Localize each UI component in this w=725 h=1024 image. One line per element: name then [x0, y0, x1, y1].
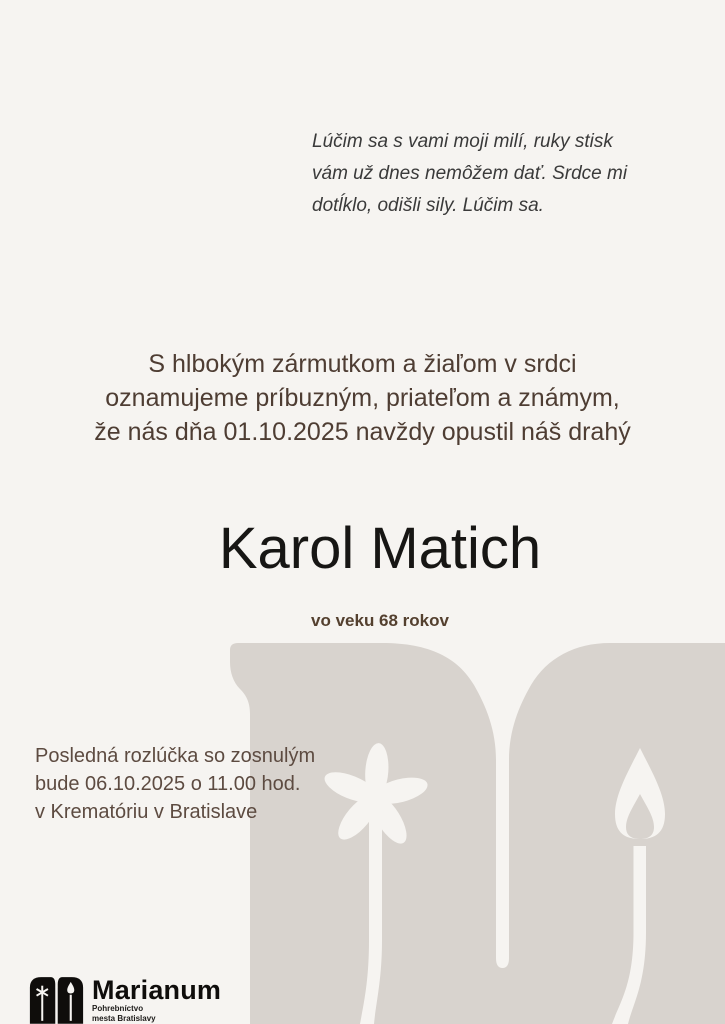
funeral-line: v Krematóriu v Bratislave — [35, 801, 258, 823]
age-line: vo veku 68 rokov — [311, 611, 449, 630]
farewell-verse — [312, 126, 642, 222]
marianum-logo-icon — [28, 974, 85, 1024]
announcement-text — [0, 347, 725, 449]
verse-line: Lúčim sa s vami moji milí, ruky stisk — [312, 131, 613, 152]
funeral-details — [35, 742, 365, 826]
marianum-logo — [28, 974, 221, 1024]
logo-wordmark: Marianum — [92, 975, 222, 1005]
logo-subtitle-line: Pohrebníctvo — [92, 1004, 144, 1013]
announcement-line: oznamujeme príbuzným, priateľom a známym, — [105, 384, 620, 412]
verse-line: dotĺklo, odišli sily. Lúčim sa. — [312, 195, 544, 216]
verse-line: vám už dnes nemôžem dať. Srdce mi — [312, 163, 628, 184]
deceased-name: Karol Matich — [218, 516, 542, 581]
marianum-m-watermark-icon — [0, 640, 725, 1024]
announcement-line: že nás dňa 01.10.2025 navždy opustil náš drahý — [94, 418, 631, 446]
funeral-line: Posledná rozlúčka so zosnulým — [35, 745, 316, 767]
logo-subtitle-line: mesta Bratislavy — [92, 1013, 156, 1023]
logo-text-block — [92, 974, 221, 1023]
funeral-line: bude 06.10.2025 o 11.00 hod. — [35, 773, 301, 795]
announcement-line: S hlbokým zármutkom a žiaľom v srdci — [148, 350, 577, 378]
